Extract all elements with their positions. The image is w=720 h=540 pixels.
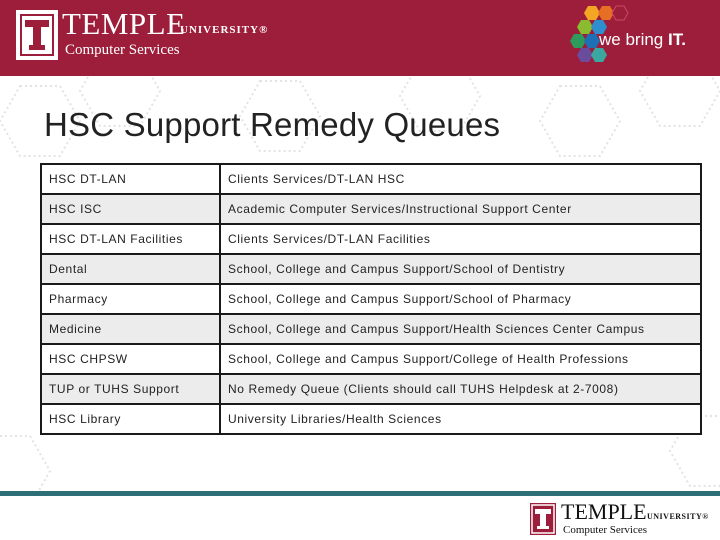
footer-divider bbox=[0, 491, 720, 496]
header-band bbox=[0, 0, 720, 76]
footer-brand-subtitle: Computer Services bbox=[563, 524, 648, 536]
queue-cell: University Libraries/Health Sciences bbox=[220, 404, 701, 434]
tagline-prefix: we bring bbox=[599, 30, 668, 49]
table-row bbox=[41, 374, 701, 404]
group-cell: Dental bbox=[41, 254, 220, 284]
group-cell: HSC DT-LAN Facilities bbox=[41, 224, 220, 254]
table-row bbox=[41, 404, 701, 434]
footer-brand-name: TEMPLE bbox=[561, 499, 647, 524]
tagline bbox=[599, 30, 686, 50]
table-row bbox=[41, 314, 701, 344]
footer-brand-university: UNIVERSITY® bbox=[647, 512, 709, 521]
queue-table bbox=[40, 163, 702, 435]
tagline-bold: IT. bbox=[667, 30, 686, 49]
group-cell: Pharmacy bbox=[41, 284, 220, 314]
group-cell: Medicine bbox=[41, 314, 220, 344]
queue-cell: School, College and Campus Support/Health Sciences Center Campus bbox=[220, 314, 701, 344]
table-row bbox=[41, 344, 701, 374]
queue-cell: School, College and Campus Support/School of Pharmacy bbox=[220, 284, 701, 314]
queue-cell: Academic Computer Services/Instructional Support Center bbox=[220, 194, 701, 224]
brand-university: UNIVERSITY® bbox=[180, 24, 269, 36]
group-cell: HSC Library bbox=[41, 404, 220, 434]
table-row bbox=[41, 254, 701, 284]
page-title: HSC Support Remedy Queues bbox=[44, 106, 501, 143]
temple-t-logo bbox=[16, 10, 58, 60]
group-cell: HSC CHPSW bbox=[41, 344, 220, 374]
queue-cell: School, College and Campus Support/School of Dentistry bbox=[220, 254, 701, 284]
footer-temple-t-logo bbox=[530, 503, 556, 535]
group-cell: HSC DT-LAN bbox=[41, 164, 220, 194]
group-cell: TUP or TUHS Support bbox=[41, 374, 220, 404]
brand-subtitle: Computer Services bbox=[65, 42, 180, 58]
queue-cell: Clients Services/DT-LAN HSC bbox=[220, 164, 701, 194]
brand-name: TEMPLE bbox=[62, 6, 186, 41]
group-cell: HSC ISC bbox=[41, 194, 220, 224]
queue-cell: Clients Services/DT-LAN Facilities bbox=[220, 224, 701, 254]
table-row bbox=[41, 284, 701, 314]
queue-cell: No Remedy Queue (Clients should call TUHS Helpdesk at 2-7008) bbox=[220, 374, 701, 404]
table-row bbox=[41, 194, 701, 224]
table-row bbox=[41, 164, 701, 194]
table-row bbox=[41, 224, 701, 254]
queue-cell: School, College and Campus Support/College of Health Professions bbox=[220, 344, 701, 374]
